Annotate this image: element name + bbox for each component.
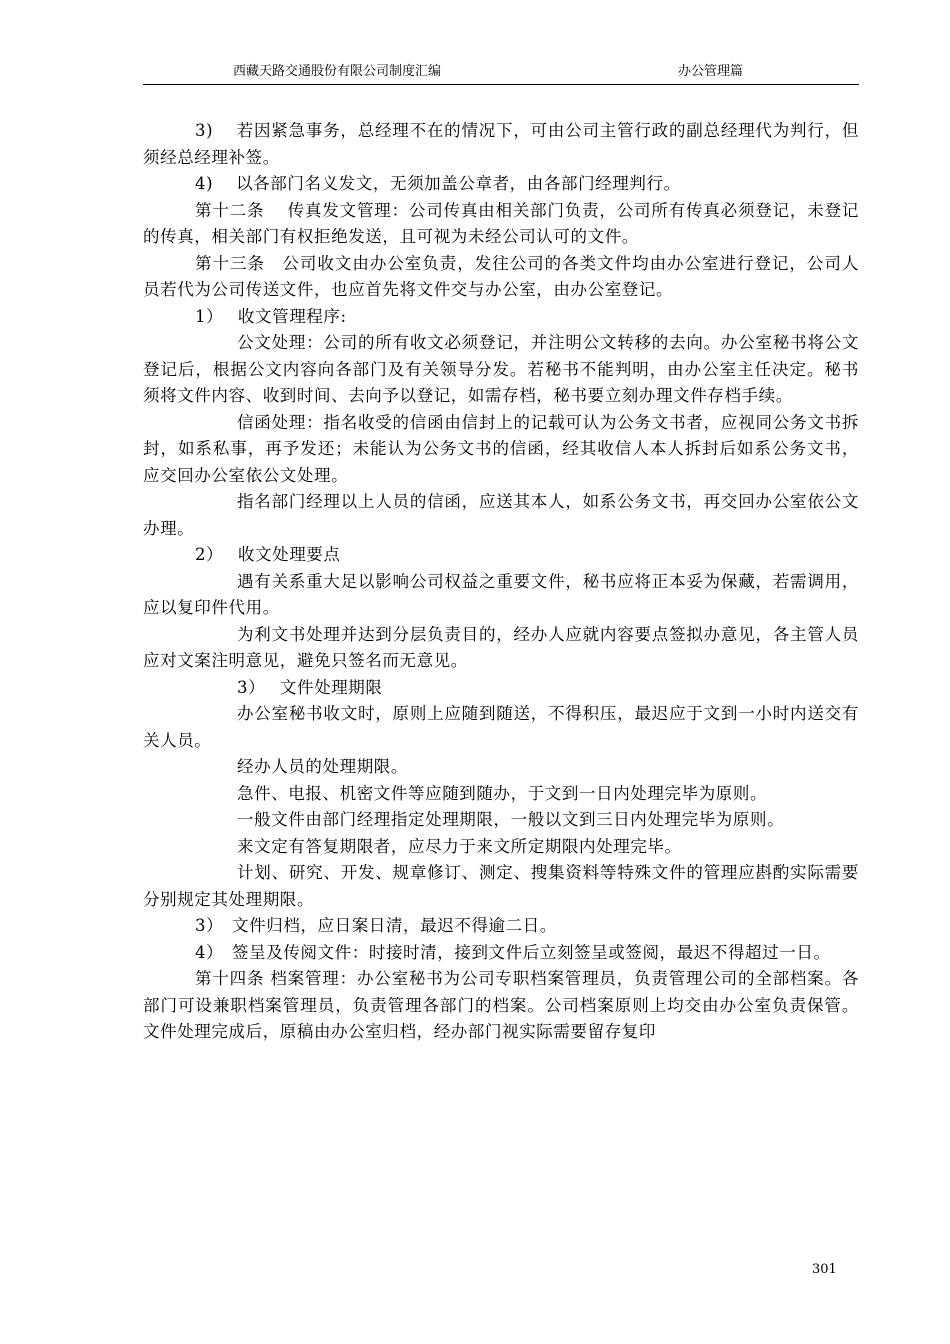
paragraph: 4） 签呈及传阅文件：时接时清，接到文件后立刻签呈或签阅，最迟不得超过一日。 [195, 942, 831, 962]
paragraph: 第十三条 公司收文由办公室负责，发往公司的各类文件均由办公室进行登记，公司人员若代为公司传送文件，也应首先将文件交与办公室，由办公室登记。 [143, 253, 859, 299]
header-section-title: 办公管理篇 [678, 64, 744, 79]
page-body [143, 118, 859, 1046]
paragraph: 4) 以各部门名义发文，无须加盖公章者，由各部门经理判行。 [195, 174, 681, 193]
paragraph: 为利文书处理并达到分层负责目的，经办人应就内容要点签拟办意见，各主管人员应对文案注明意见，避免只签名而无意见。 [143, 624, 859, 670]
paragraph: 一般文件由部门经理指定处理期限，一般以文到三日内处理完毕为原则。 [237, 810, 785, 829]
paragraph: 指名部门经理以上人员的信函，应送其本人，如系公务文书，再交回办公室依公文办理。 [143, 492, 859, 538]
paragraph: 公文处理：公司的所有收文必须登记，并注明公文转移的去向。办公室秘书将公文登记后，根据公文内容向各部门及有关领导分发。若秘书不能判明，由办公室主任决定。秘书须将文件内容、收到时间、去向予以登记，如需存档，秘书要立刻办理文件存档手续。 [143, 333, 859, 405]
paragraph: 2） 收文处理要点 [195, 545, 341, 564]
header-divider [143, 84, 859, 85]
paragraph: 第十四条 档案管理：办公室秘书为公司专职档案管理员，负责管理公司的全部档案。各部门可设兼职档案管理员，负责管理各部门的档案。公司档案原则上均交由办公室负责保管。文件处理完成后，原稿由办公室归档，经办部门视实际需要留存复印 [143, 969, 859, 1041]
page-number: 301 [812, 1262, 837, 1277]
paragraph: 3） 文件处理期限 [237, 677, 383, 697]
paragraph: 3） 文件归档，应日案日清，最迟不得逾二日。 [195, 916, 557, 935]
paragraph: 第十二条 传真发文管理：公司传真由相关部门负责，公司所有传真必须登记，未登记的传真，相关部门有权拒绝发送，且可视为未经公司认可的文件。 [143, 200, 859, 246]
paragraph: 经办人员的处理期限。 [237, 757, 408, 776]
paragraph: 急件、电报、机密文件等应随到随办，于文到一日内处理完毕为原则。 [237, 783, 768, 803]
paragraph: 来文定有答复期限者，应尽力于来文所定期限内处理完毕。 [237, 836, 682, 856]
paragraph: 办公室秘书收文时，原则上应随到随送，不得积压，最迟应于文到一小时内送交有关人员。 [143, 704, 859, 750]
header-document-title: 西藏天路交通股份有限公司制度汇编 [233, 64, 442, 79]
paragraph: 计划、研究、开发、规章修订、测定、搜集资料等特殊文件的管理应斟酌实际需要分别规定其处理期限。 [143, 863, 859, 909]
paragraph: 遇有关系重大足以影响公司权益之重要文件，秘书应将正本妥为保藏，若需调用，应以复印件代用。 [143, 571, 859, 617]
paragraph: 信函处理：指名收受的信函由信封上的记载可认为公务文书者，应视同公务文书拆封，如系私事，再予发还；未能认为公务文书的信函，经其收信人本人拆封后如系公务文书，应交回办公室依公文处理。 [143, 412, 859, 485]
paragraph: 3) 若因紧急事务，总经理不在的情况下，可由公司主管行政的副总经理代为判行，但须经总经理补签。 [143, 121, 859, 167]
running-header [143, 60, 859, 84]
paragraph: 1） 收文管理程序: [195, 306, 347, 326]
